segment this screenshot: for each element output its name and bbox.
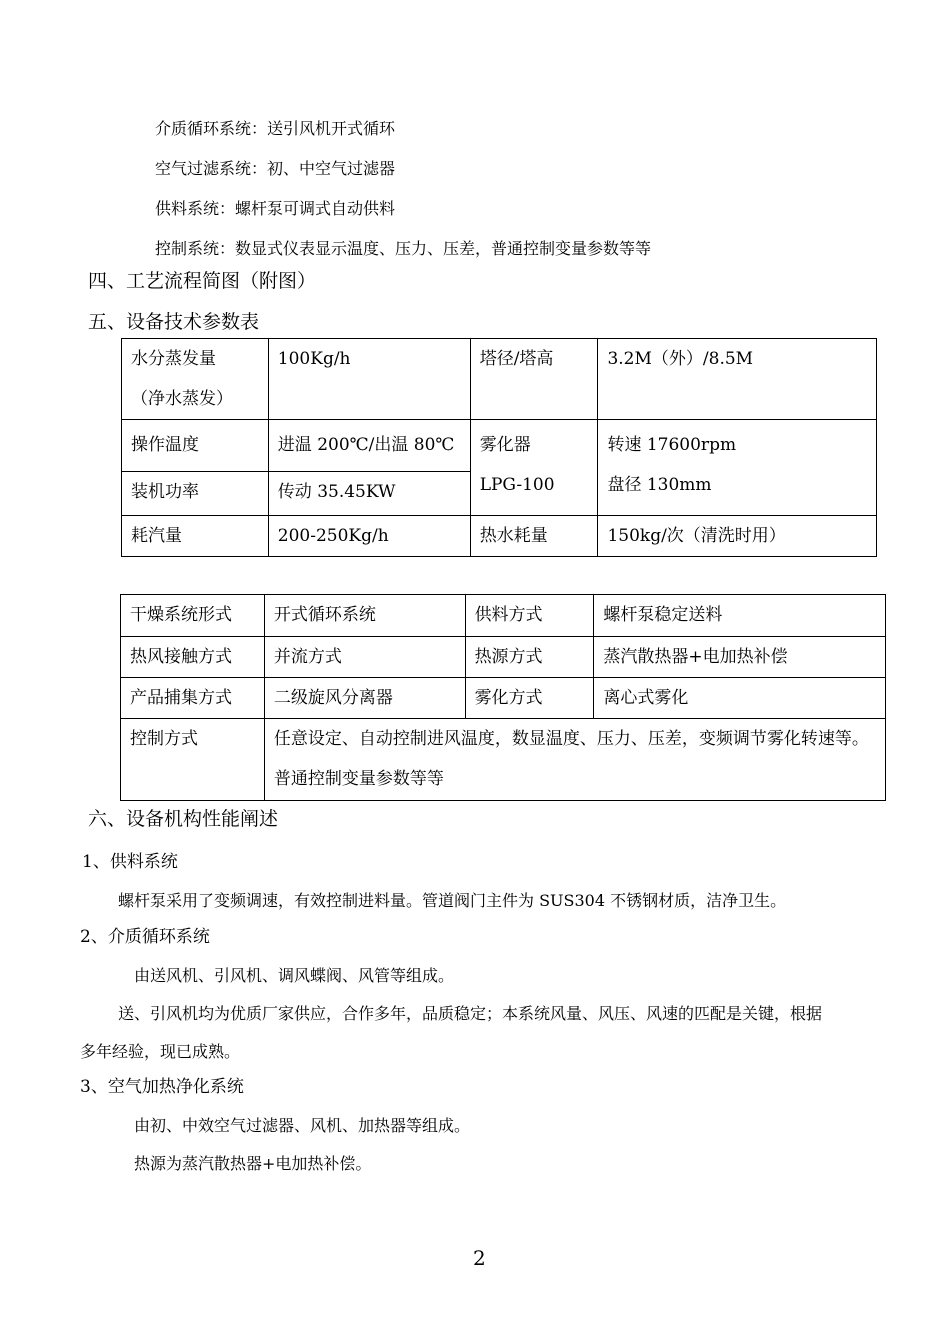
sub3-text1: 由初、中效空气过滤器、风机、加热器等组成。 [134, 1116, 471, 1135]
cell-label: （净水蒸发） [131, 389, 233, 409]
table-cell [470, 516, 598, 557]
table-cell [465, 595, 594, 637]
system-line-filter: 空气过滤系统：初、中空气过滤器 [155, 159, 396, 178]
table-cell [268, 516, 470, 557]
parameter-table-2 [120, 594, 886, 801]
page-number: 2 [473, 1246, 486, 1270]
sub2-text2b: 多年经验，现已成熟。 [80, 1042, 241, 1061]
cell-value: 盘径 130mm [607, 475, 712, 495]
sub1-title: 1、供料系统 [82, 852, 178, 872]
table-row [122, 339, 877, 420]
cell-value: 并流方式 [273, 647, 342, 667]
table-cell [594, 678, 886, 719]
cell-value: 3.2M（外）/8.5M [607, 349, 754, 369]
section5-title: 五、设备技术参数表 [88, 311, 260, 333]
table-cell [598, 420, 877, 516]
cell-value: 蒸汽散热器+电加热补偿 [603, 647, 788, 667]
table-row [121, 719, 886, 801]
table-cell [594, 595, 886, 637]
system-line-control: 控制系统：数显式仪表显示温度、压力、压差，普通控制变量参数等等 [155, 239, 652, 258]
cell-label: 热风接触方式 [130, 647, 232, 667]
cell-value: 100Kg/h [277, 349, 351, 369]
system-line-feed: 供料系统：螺杆泵可调式自动供料 [155, 199, 396, 218]
table-cell [264, 719, 885, 801]
table-cell [268, 339, 470, 420]
table-cell [470, 339, 598, 420]
cell-value: 开式循环系统 [273, 605, 376, 625]
table-row [122, 420, 877, 472]
table-cell [264, 637, 465, 678]
cell-label: 装机功率 [131, 482, 199, 502]
table-cell [122, 472, 269, 516]
cell-value: 150kg/次（清洗时用） [607, 526, 786, 546]
cell-label: 雾化器 [479, 435, 531, 455]
table-cell [268, 472, 470, 516]
table-cell [268, 420, 470, 472]
cell-label: LPG-100 [479, 475, 555, 495]
table-cell [594, 637, 886, 678]
table-cell [121, 595, 265, 637]
table-cell [465, 637, 594, 678]
sub1-text: 螺杆泵采用了变频调速，有效控制进料量。管道阀门主件为 SUS304 不锈钢材质，洁净卫生。 [118, 891, 787, 910]
table-cell [121, 678, 265, 719]
cell-value: 任意设定、自动控制进风温度，数显温度、压力、压差，变频调节雾化转速等。普通控制变量参数等等 [273, 729, 869, 789]
table-cell [598, 339, 877, 420]
cell-value: 二级旋风分离器 [273, 688, 393, 708]
cell-value: 200-250Kg/h [277, 526, 389, 546]
table-cell [470, 420, 598, 516]
cell-value: 离心式雾化 [603, 688, 689, 708]
sub3-text2: 热源为蒸汽散热器+电加热补偿。 [134, 1154, 372, 1173]
cell-value: 传动 35.45KW [277, 482, 396, 502]
parameter-table-1 [121, 338, 877, 557]
table-cell [122, 516, 269, 557]
table-row [121, 637, 886, 678]
cell-label: 水分蒸发量 [131, 349, 216, 369]
table-cell [598, 516, 877, 557]
cell-label: 产品捕集方式 [130, 688, 232, 708]
cell-label: 控制方式 [130, 729, 198, 749]
sub2-text1: 由送风机、引风机、调风蝶阀、风管等组成。 [134, 966, 455, 985]
cell-value: 螺杆泵稳定送料 [603, 605, 723, 625]
cell-label: 耗汽量 [131, 526, 182, 546]
cell-label: 热源方式 [474, 647, 543, 667]
table-cell [122, 339, 269, 420]
table-row [121, 595, 886, 637]
section6-title: 六、设备机构性能阐述 [88, 808, 279, 830]
table-cell [122, 420, 269, 472]
table-cell [121, 719, 265, 801]
cell-label: 塔径/塔高 [479, 349, 554, 369]
table-cell [121, 637, 265, 678]
table-row [122, 516, 877, 557]
table-cell [264, 595, 465, 637]
cell-label: 供料方式 [474, 605, 543, 625]
section4-title: 四、工艺流程简图（附图） [88, 270, 317, 292]
cell-label: 雾化方式 [474, 688, 543, 708]
sub3-title: 3、空气加热净化系统 [80, 1077, 244, 1097]
table-row [121, 678, 886, 719]
cell-label: 干燥系统形式 [130, 605, 232, 625]
table-cell [264, 678, 465, 719]
cell-value: 转速 17600rpm [607, 435, 737, 455]
system-line-medium: 介质循环系统：送引风机开式循环 [155, 119, 396, 138]
sub2-text2a: 送、引风机均为优质厂家供应，合作多年，品质稳定；本系统风量、风压、风速的匹配是关键，根据 [118, 1004, 823, 1023]
cell-label: 操作温度 [131, 435, 199, 455]
table-cell [465, 678, 594, 719]
cell-value: 进温 200℃/出温 80℃ [277, 435, 455, 455]
cell-label: 热水耗量 [479, 526, 548, 546]
sub2-title: 2、介质循环系统 [80, 927, 210, 947]
